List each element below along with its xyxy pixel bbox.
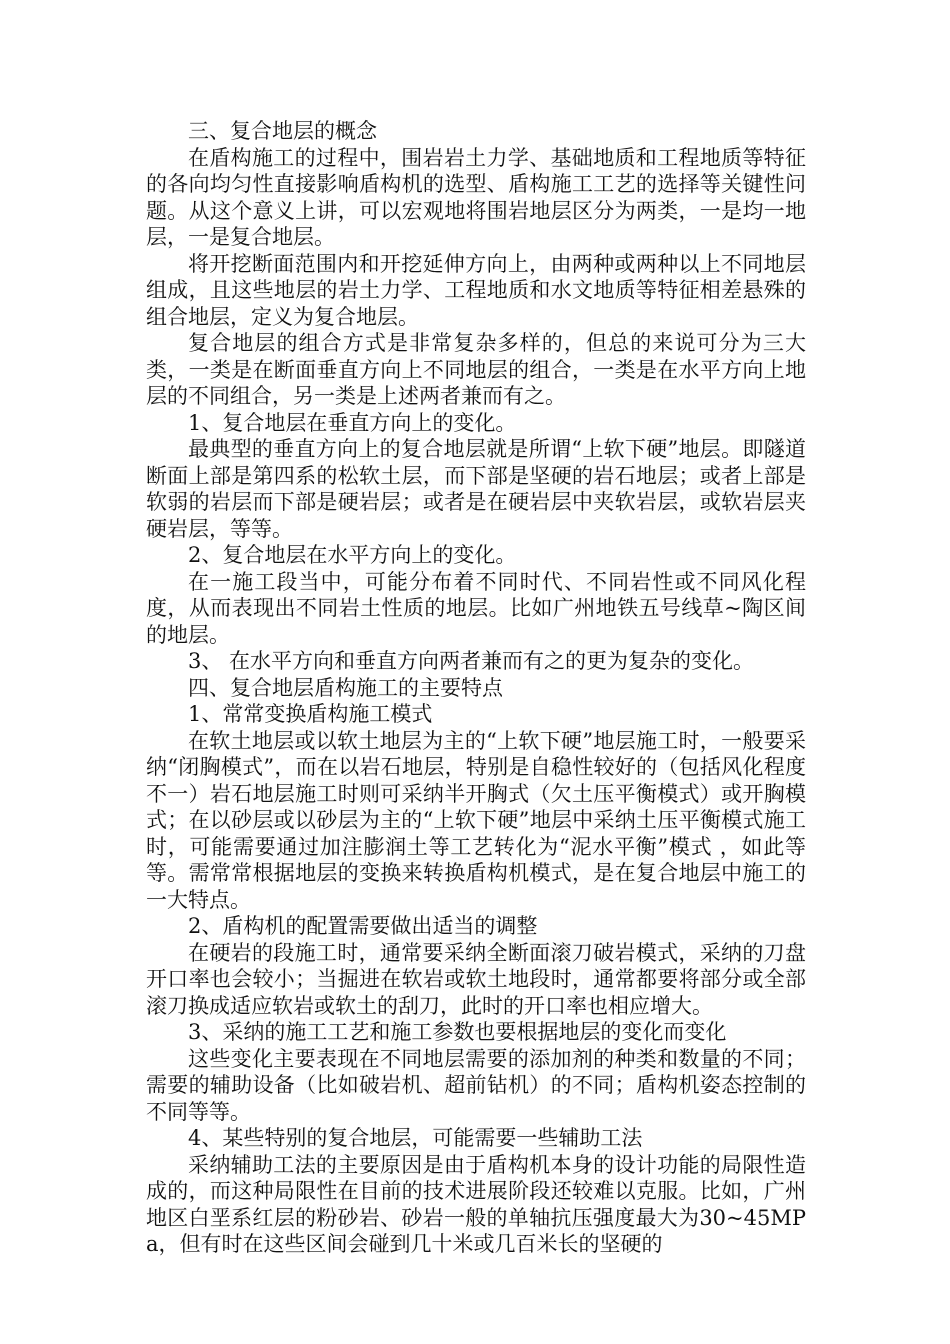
body-paragraph: 在一施工段当中，可能分布着不同时代、不同岩性或不同风化程度，从而表现出不同岩土性质的地层。比如广州地铁五号线草~陶区间的地层。 — [146, 569, 806, 647]
subsection-heading: 4、某些特别的复合地层，可能需要一些辅助工法 — [188, 1126, 643, 1150]
body-paragraph: 在硬岩的段施工时，通常要采纳全断面滚刀破岩模式，采纳的刀盘开口率也会较小；当掘进在软岩或软土地段时，通常都要将部分或全部滚刀换成适应软岩或软土的刮刀，此时的开口率也相应增大。 — [146, 940, 806, 1018]
body-paragraph: 将开挖断面范围内和开挖延伸方向上，由两种或两种以上不同地层组成，且这些地层的岩土力学、工程地质和水文地质等特征相差悬殊的组合地层，定义为复合地层。 — [146, 251, 806, 329]
body-paragraph: 在软土地层或以软土地层为主的“上软下硬”地层施工时，一般要采纳“闭胸模式”，而在以岩石地层，特别是自稳性较好的（包括风化程度不一）岩石地层施工时则可采纳半开胸式（欠土压平衡模式）或开胸模式；在以砂层或以砂层为主的“上软下硬”地层中采纳土压平衡模式施工时，可能需要通过加注膨润土等工艺转化为“泥水平衡”模式 ，如此等等。需常常根据地层的变换来转换盾构机模式，是在复合地层中施工的一大特点。 — [146, 728, 806, 912]
subsection-heading: 1、常常变换盾构施工模式 — [188, 702, 433, 726]
subsection-heading: 3、 在水平方向和垂直方向两者兼而有之的更为复杂的变化。 — [188, 649, 755, 673]
subsection-heading: 2、复合地层在水平方向上的变化。 — [188, 543, 517, 567]
body-paragraph: 采纳辅助工法的主要原因是由于盾构机本身的设计功能的局限性造成的，而这种局限性在目前的技术进展阶段还较难以克服。比如，广州地区白垩系红层的粉砂岩、砂岩一般的单轴抗压强度最大为30~45MPa，但有时在这些区间会碰到几十米或几百米长的坚硬的 — [146, 1152, 806, 1256]
body-paragraph: 这些变化主要表现在不同地层需要的添加剂的种类和数量的不同；需要的辅助设备（比如破岩机、超前钻机）的不同；盾构机姿态控制的不同等等。 — [146, 1046, 806, 1124]
section-heading: 四、复合地层盾构施工的主要特点 — [188, 675, 503, 700]
subsection-heading: 3、采纳的施工工艺和施工参数也要根据地层的变化而变化 — [188, 1020, 727, 1044]
subsection-heading: 1、复合地层在垂直方向上的变化。 — [188, 410, 517, 435]
body-paragraph: 在盾构施工的过程中，围岩岩土力学、基础地质和工程地质等特征的各向均匀性直接影响盾构机的选型、盾构施工工艺的选择等关键性问题。从这个意义上讲，可以宏观地将围岩地层区分为两类，一是均一地层，一是复合地层。 — [146, 145, 806, 249]
subsection-heading: 2、盾构机的配置需要做出适当的调整 — [188, 914, 538, 938]
body-paragraph: 复合地层的组合方式是非常复杂多样的，但总的来说可分为三大类，一类是在断面垂直方向上不同地层的组合，一类是在水平方向上地层的不同组合，另一类是上述两者兼而有之。 — [146, 331, 806, 408]
section-heading: 三、复合地层的概念 — [188, 119, 377, 143]
body-paragraph: 最典型的垂直方向上的复合地层就是所谓“上软下硬”地层。即隧道断面上部是第四系的松软土层，而下部是坚硬的岩石地层；或者上部是软弱的岩层而下部是硬岩层；或者是在硬岩层中夹软岩层，或软岩层夹硬岩层，等等。 — [146, 437, 806, 541]
document-body — [146, 118, 806, 1258]
